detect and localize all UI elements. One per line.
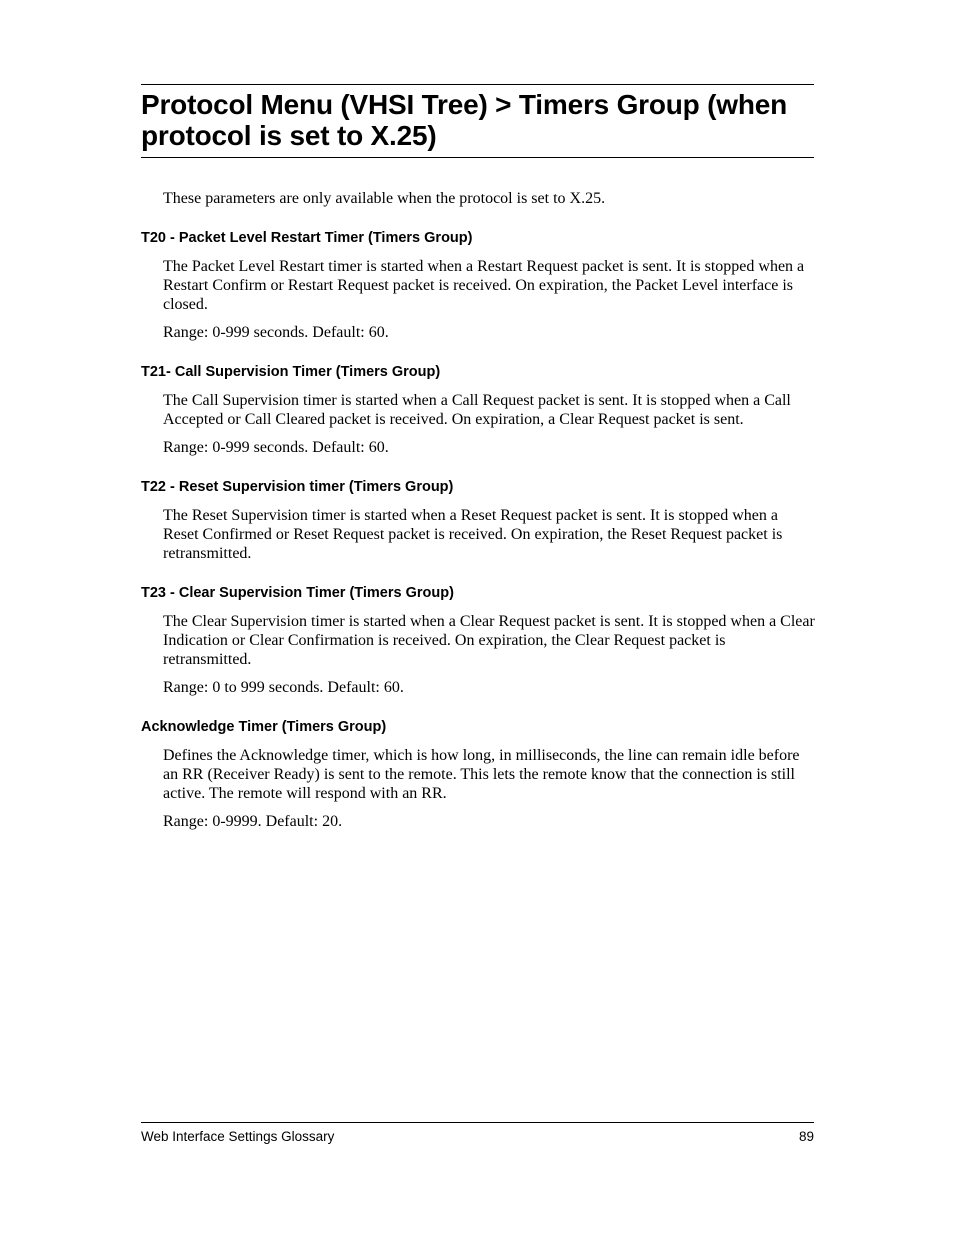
title-top-rule	[141, 84, 814, 85]
section-t21	[141, 364, 814, 457]
section-t22	[141, 479, 814, 563]
section-range: Range: 0-9999. Default: 20.	[163, 813, 343, 830]
section-range: Range: 0 to 999 seconds. Default: 60.	[163, 679, 404, 696]
footer-title: Web Interface Settings Glossary	[141, 1129, 335, 1144]
section-body: The Clear Supervision timer is started when a Clear Request packet is sent. It is stopped when a Clear Indication or Clear Confirmation is received. On expiration, the Clear Request packet is retransmitted.	[163, 613, 815, 668]
section-heading: T22 - Reset Supervision timer (Timers Group)	[141, 479, 454, 495]
section-body: The Call Supervision timer is started when a Call Request packet is sent. It is stopped when a Call Accepted or Call Cleared packet is received. On expiration, a Clear Request packet is sent.	[163, 392, 791, 428]
intro-paragraph: These parameters are only available when the protocol is set to X.25.	[163, 190, 606, 207]
section-t23	[141, 585, 814, 697]
section-heading: T21- Call Supervision Timer (Timers Group)	[141, 364, 441, 380]
section-heading: T20 - Packet Level Restart Timer (Timers Group)	[141, 230, 473, 246]
section-range: Range: 0-999 seconds. Default: 60.	[163, 439, 389, 456]
title-bottom-rule	[141, 157, 814, 158]
page-footer	[141, 1122, 814, 1145]
section-t20	[141, 230, 814, 342]
section-range: Range: 0-999 seconds. Default: 60.	[163, 324, 389, 341]
section-heading: Acknowledge Timer (Timers Group)	[141, 719, 387, 735]
page-title: Protocol Menu (VHSI Tree) > Timers Group (when protocol is set to X.25)	[141, 89, 788, 151]
section-body: The Reset Supervision timer is started when a Reset Request packet is sent. It is stopped when a Reset Confirmed or Reset Request packet is received. On expiration, the Reset Request packet is retransmitted.	[163, 507, 783, 562]
footer-rule	[141, 1122, 814, 1123]
section-heading: T23 - Clear Supervision Timer (Timers Group)	[141, 585, 454, 601]
section-body: Defines the Acknowledge timer, which is how long, in milliseconds, the line can remain idle before an RR (Receiver Ready) is sent to the remote. This lets the remote know that the connection is still active. The remote will respond with an RR.	[163, 747, 800, 802]
document-page	[141, 84, 814, 831]
section-acknowledge	[141, 719, 814, 831]
page-number: 89	[798, 1129, 814, 1144]
section-body: The Packet Level Restart timer is started when a Restart Request packet is sent. It is stopped when a Restart Confirm or Restart Request packet is received. On expiration, the Packet Level interface is closed.	[163, 258, 805, 313]
